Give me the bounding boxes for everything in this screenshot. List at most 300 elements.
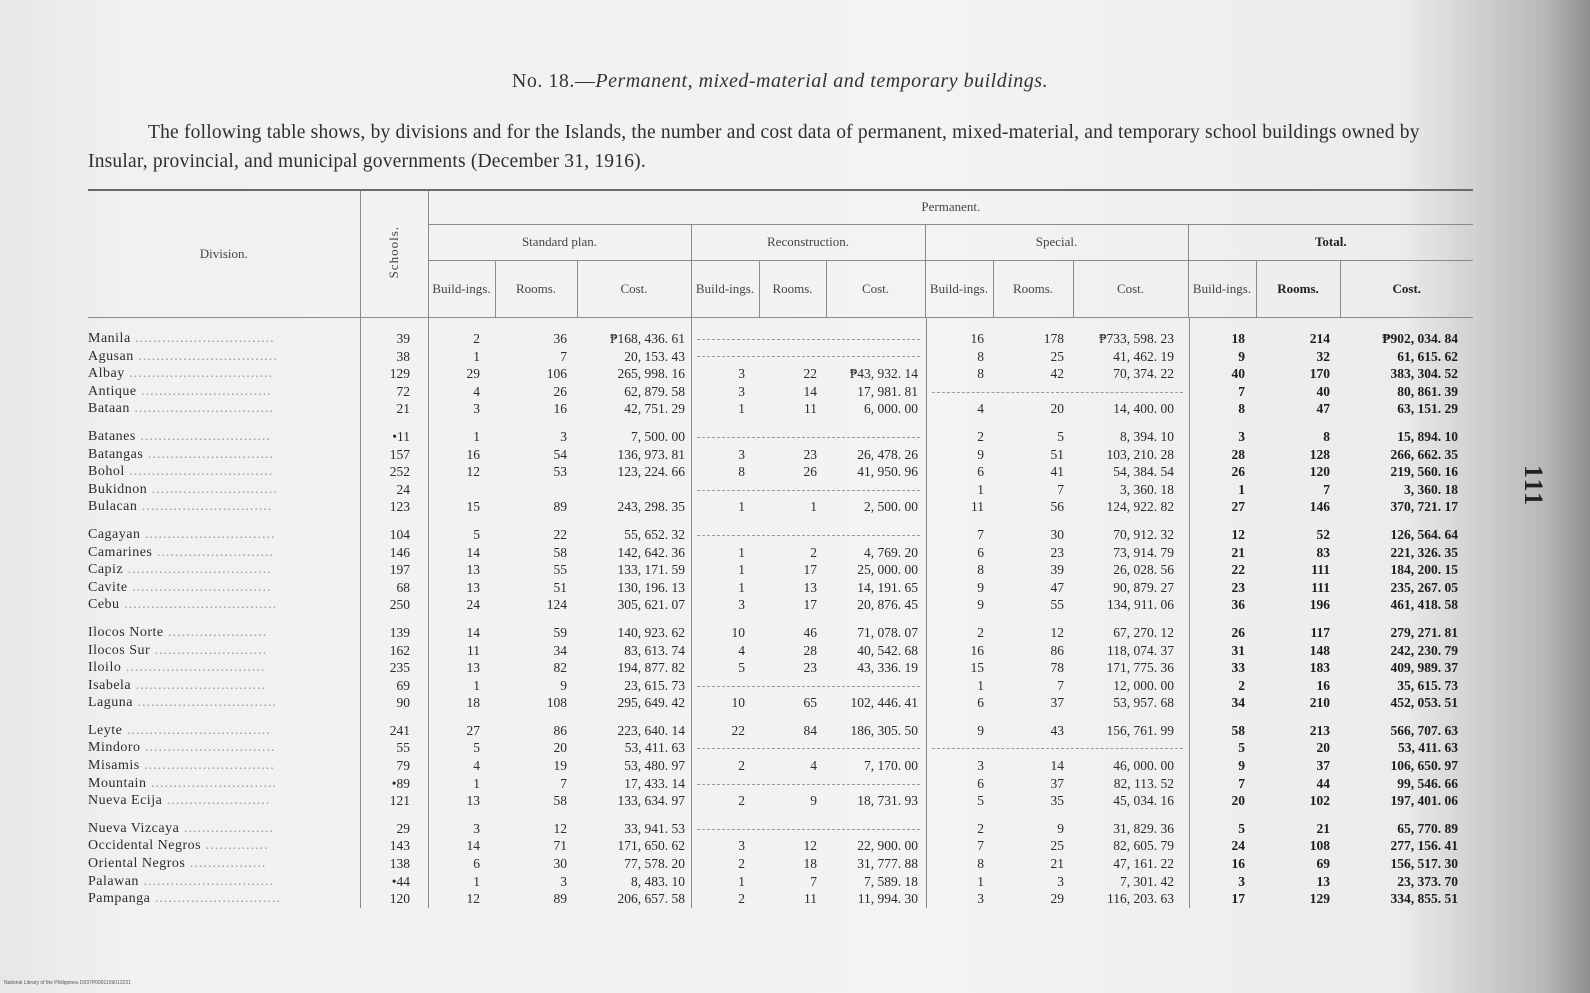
t-buildings-cell: 3	[1238, 873, 1245, 889]
t-cost-cell: 63, 151. 29	[1397, 401, 1458, 417]
schools-cell: 21	[396, 401, 410, 417]
t-buildings-cell: 1	[1238, 481, 1245, 497]
t-rooms-cell: 213	[1309, 722, 1330, 738]
group-spacer	[577, 516, 685, 526]
division-cell	[88, 526, 360, 544]
t-buildings-cell: 36	[1231, 597, 1245, 613]
sc-rooms-column	[994, 330, 1064, 908]
t-rooms-cell: 44	[1316, 775, 1330, 791]
sp-cost-cell: 7, 500. 00	[631, 428, 685, 444]
division-name: Misamis	[88, 758, 140, 774]
sc-buildings-cell: 1	[977, 481, 984, 497]
header-sc-cost: Cost.	[1073, 260, 1188, 317]
group-spacer	[994, 810, 1064, 820]
division-cell	[88, 463, 360, 481]
t-cost-cell: 3, 360. 18	[1404, 481, 1458, 497]
sc-rooms-cell: 37	[1050, 775, 1064, 791]
division-cell	[88, 498, 360, 516]
t-rooms-cell: 32	[1316, 348, 1330, 364]
schools-column	[360, 330, 410, 908]
t-buildings-column	[1189, 330, 1245, 908]
group-spacer	[759, 810, 817, 820]
sc-buildings-cell: 16	[970, 331, 984, 346]
division-cell	[88, 596, 360, 614]
sc-buildings-cell: 2	[977, 428, 984, 444]
t-rooms-cell: 148	[1309, 642, 1330, 658]
sp-rooms-cell: 53	[553, 464, 567, 480]
t-buildings-cell: 20	[1231, 793, 1245, 809]
rc-rooms-cell: 18	[803, 856, 817, 872]
division-name: Bataan	[88, 401, 130, 417]
schools-cell: 55	[396, 740, 410, 756]
rc-rooms-cell: 23	[803, 446, 817, 462]
sc-buildings-cell: 6	[977, 544, 984, 560]
rc-buildings-cell: 1	[738, 579, 745, 595]
rc-rooms-cell: 7	[810, 873, 817, 889]
schools-cell: 123	[389, 499, 410, 515]
rc-rooms-cell: 46	[803, 624, 817, 640]
sc-buildings-cell: 2	[977, 820, 984, 836]
sc-cost-cell: 171, 775. 36	[1106, 660, 1174, 676]
rc-cost-cell: 14, 191. 65	[857, 579, 918, 595]
schools-cell: 29	[396, 820, 410, 836]
sp-rooms-cell: 36	[553, 331, 567, 346]
division-cell	[88, 873, 360, 891]
rc-buildings-cell: 22	[731, 722, 745, 738]
group-spacer	[1074, 810, 1174, 820]
sp-rooms-cell: 9	[560, 677, 567, 693]
division-cell	[88, 481, 360, 499]
group-spacer	[1258, 516, 1330, 526]
group-spacer	[826, 712, 918, 722]
sp-rooms-column	[495, 330, 567, 908]
leader-dots: ............................	[146, 775, 277, 791]
rc-buildings-cell: 2	[738, 856, 745, 872]
empty-cell-rule	[932, 748, 1183, 750]
rc-rooms-cell: 23	[803, 660, 817, 676]
rc-cost-cell: 4, 769. 20	[864, 544, 918, 560]
sp-rooms-cell: 89	[553, 891, 567, 907]
group-spacer	[88, 418, 360, 428]
rc-buildings-cell: 2	[738, 758, 745, 774]
sc-buildings-cell: 8	[977, 348, 984, 364]
sc-cost-cell: ₱733, 598. 23	[1098, 331, 1174, 346]
sc-buildings-column	[926, 330, 984, 908]
t-rooms-cell: 21	[1316, 820, 1330, 836]
sc-rooms-cell: 41	[1050, 464, 1064, 480]
leader-dots: ......................	[163, 624, 268, 640]
sc-buildings-cell: 3	[977, 891, 984, 907]
empty-cell-rule	[932, 392, 1183, 394]
group-spacer	[759, 712, 817, 722]
rc-rooms-cell: 65	[803, 695, 817, 711]
sc-cost-cell: 124, 922. 82	[1106, 499, 1174, 515]
sc-cost-cell: 7, 301. 42	[1120, 873, 1174, 889]
division-cell	[88, 694, 360, 712]
group-spacer	[88, 712, 360, 722]
rc-cost-cell: 71, 078. 07	[857, 624, 918, 640]
sc-buildings-cell: 7	[977, 526, 984, 542]
division-name: Batangas	[88, 446, 144, 462]
sc-cost-cell: 45, 034. 16	[1113, 793, 1174, 809]
division-cell	[88, 544, 360, 562]
group-spacer	[1340, 418, 1458, 428]
sc-cost-cell: 82, 605. 79	[1113, 838, 1174, 854]
t-rooms-cell: 52	[1316, 526, 1330, 542]
sc-cost-cell: 82, 113. 52	[1113, 775, 1174, 791]
empty-cell-rule	[697, 339, 920, 341]
sp-rooms-cell: 30	[553, 856, 567, 872]
sp-cost-cell: 17, 433. 14	[624, 775, 685, 791]
rc-rooms-cell: 26	[803, 464, 817, 480]
sp-buildings-cell: 2	[473, 331, 480, 346]
rc-rooms-cell: 17	[803, 562, 817, 578]
group-spacer	[826, 810, 918, 820]
sp-buildings-cell: 12	[466, 891, 480, 907]
group-spacer	[88, 810, 360, 820]
sp-cost-cell: 42, 751. 29	[624, 401, 685, 417]
division-name: Capiz	[88, 562, 124, 578]
rc-rooms-cell: 84	[803, 722, 817, 738]
division-cell	[88, 739, 360, 757]
group-spacer	[1340, 810, 1458, 820]
leader-dots: ................................	[124, 366, 274, 382]
t-rooms-cell: 37	[1316, 758, 1330, 774]
t-cost-cell: 242, 230. 79	[1390, 642, 1458, 658]
sp-buildings-cell: 27	[466, 722, 480, 738]
header-rc-rooms: Rooms.	[759, 260, 826, 317]
t-cost-cell: 452, 053. 51	[1390, 695, 1458, 711]
group-spacer	[926, 516, 984, 526]
sc-rooms-cell: 21	[1050, 856, 1064, 872]
empty-cell-rule	[697, 490, 920, 492]
division-name: Bukidnon	[88, 481, 148, 497]
sp-buildings-cell: 14	[466, 544, 480, 560]
sp-cost-cell: 206, 657. 58	[617, 891, 685, 907]
group-spacer	[1258, 712, 1330, 722]
division-cell	[88, 330, 360, 348]
rc-cost-cell: 20, 876. 45	[857, 597, 918, 613]
header-sp-buildings: Build-ings.	[428, 260, 495, 317]
sp-buildings-cell: 13	[466, 660, 480, 676]
sp-buildings-cell: 5	[473, 526, 480, 542]
group-spacer	[994, 614, 1064, 624]
scan-footer: National Library of the Philippines D037P0001159013231	[4, 980, 131, 986]
page-number: 111	[1519, 465, 1548, 508]
schools-cell: 68	[396, 579, 410, 595]
group-spacer	[994, 516, 1064, 526]
schools-cell: 24	[396, 481, 410, 497]
header-rc-buildings: Build-ings.	[691, 260, 759, 317]
sp-cost-cell: 53, 411. 63	[624, 740, 685, 756]
empty-cell-rule	[697, 356, 920, 358]
header-division: Division.	[88, 191, 360, 317]
leader-dots: ...............................	[129, 401, 274, 417]
leader-dots: .............................	[137, 499, 273, 515]
t-rooms-cell: 210	[1309, 695, 1330, 711]
sp-rooms-cell: 86	[553, 722, 567, 738]
empty-cell-rule	[697, 686, 920, 688]
sp-cost-cell: 83, 613. 74	[624, 642, 685, 658]
group-spacer	[1074, 418, 1174, 428]
leader-dots: ................................	[122, 722, 271, 738]
rc-rooms-cell: 2	[810, 544, 817, 560]
intro-paragraph	[88, 118, 1468, 176]
sc-cost-cell: 47, 161. 22	[1113, 856, 1174, 872]
group-spacer	[1340, 516, 1458, 526]
t-cost-cell: 184, 200. 15	[1390, 562, 1458, 578]
division-name: Manila	[88, 331, 131, 346]
sc-cost-cell: 103, 210. 28	[1106, 446, 1174, 462]
sc-rooms-cell: 178	[1043, 331, 1064, 346]
group-spacer	[428, 516, 480, 526]
sp-buildings-cell: 5	[473, 740, 480, 756]
sp-rooms-cell: 19	[553, 758, 567, 774]
t-cost-cell: 383, 304. 52	[1390, 366, 1458, 382]
division-name: Antique	[88, 383, 137, 399]
sc-cost-cell: 156, 761. 99	[1106, 722, 1174, 738]
group-spacer	[926, 614, 984, 624]
group-spacer	[1074, 712, 1174, 722]
t-cost-cell: 65, 770. 89	[1397, 820, 1458, 836]
t-buildings-cell: 28	[1231, 446, 1245, 462]
rc-cost-cell: 25, 000. 00	[857, 562, 918, 578]
t-buildings-cell: 26	[1231, 464, 1245, 480]
sp-buildings-cell: 3	[473, 820, 480, 836]
division-name: Cavite	[88, 579, 128, 595]
sc-cost-column	[1074, 330, 1174, 908]
t-buildings-cell: 34	[1231, 695, 1245, 711]
rc-rooms-cell: 11	[804, 401, 817, 417]
sp-cost-cell: 243, 298. 35	[617, 499, 685, 515]
leader-dots: .............................	[136, 383, 272, 399]
rc-cost-cell: 6, 000. 00	[864, 401, 918, 417]
division-cell	[88, 890, 360, 908]
group-spacer	[1189, 418, 1245, 428]
empty-cell-rule	[697, 748, 920, 750]
division-cell	[88, 624, 360, 642]
group-spacer	[428, 418, 480, 428]
group-spacer	[88, 516, 360, 526]
group-spacer	[428, 810, 480, 820]
rc-buildings-cell: 10	[731, 624, 745, 640]
sc-rooms-cell: 20	[1050, 401, 1064, 417]
t-rooms-cell: 146	[1309, 499, 1330, 515]
sp-rooms-cell: 124	[546, 597, 567, 613]
header-schools-label: Schools.	[386, 225, 401, 278]
division-name: Bohol	[88, 464, 125, 480]
rc-buildings-cell: 1	[738, 499, 745, 515]
leader-dots: ............................	[143, 446, 274, 462]
group-spacer	[495, 614, 567, 624]
t-cost-cell: 266, 662. 35	[1390, 446, 1458, 462]
leader-dots: .......................	[162, 793, 271, 809]
rc-cost-cell: 41, 950. 96	[857, 464, 918, 480]
t-cost-cell: 53, 411. 63	[1397, 740, 1458, 756]
rc-buildings-cell: 3	[738, 838, 745, 854]
division-name: Camarines	[88, 544, 153, 560]
sp-rooms-cell: 108	[546, 695, 567, 711]
sc-buildings-cell: 4	[977, 401, 984, 417]
rc-buildings-cell: 3	[738, 597, 745, 613]
group-spacer	[826, 418, 918, 428]
leader-dots: .............................	[139, 758, 275, 774]
rc-cost-cell: 18, 731. 93	[857, 793, 918, 809]
t-cost-cell: ₱902, 034. 84	[1382, 331, 1458, 346]
sc-cost-cell: 46, 000. 00	[1113, 758, 1174, 774]
sp-buildings-cell: 4	[473, 383, 480, 399]
leader-dots: ..................................	[119, 597, 278, 613]
rc-cost-cell: 7, 170. 00	[864, 758, 918, 774]
schools-cell: 241	[389, 722, 410, 738]
sc-rooms-cell: 42	[1050, 366, 1064, 382]
division-name: Isabela	[88, 677, 132, 693]
leader-dots: .........................	[150, 642, 268, 658]
sc-cost-cell: 73, 914. 79	[1113, 544, 1174, 560]
division-name: Cebu	[88, 597, 120, 613]
sp-cost-cell: 194, 877. 82	[617, 660, 685, 676]
sc-cost-cell: 8, 394. 10	[1120, 428, 1174, 444]
group-spacer	[826, 614, 918, 624]
division-name: Bulacan	[88, 499, 138, 515]
sc-rooms-cell: 25	[1050, 348, 1064, 364]
sc-rooms-cell: 14	[1050, 758, 1064, 774]
sp-buildings-cell: 1	[473, 677, 480, 693]
empty-cell-rule	[697, 829, 920, 831]
sc-rooms-cell: 35	[1050, 793, 1064, 809]
sp-rooms-cell: 59	[553, 624, 567, 640]
sc-rooms-cell: 23	[1050, 544, 1064, 560]
schools-cell: 79	[396, 758, 410, 774]
sc-cost-cell: 70, 374. 22	[1113, 366, 1174, 382]
sp-buildings-cell: 1	[473, 348, 480, 364]
division-cell	[88, 642, 360, 660]
rc-buildings-cell: 1	[738, 562, 745, 578]
division-name: Mindoro	[88, 740, 141, 756]
t-cost-cell: 221, 326. 35	[1390, 544, 1458, 560]
division-cell	[88, 428, 360, 446]
group-spacer	[1189, 810, 1245, 820]
header-standard-plan: Standard plan.	[428, 224, 691, 260]
sp-buildings-cell: 3	[473, 401, 480, 417]
division-name: Nueva Ecija	[88, 793, 163, 809]
t-rooms-cell: 129	[1309, 891, 1330, 907]
sp-buildings-cell: 29	[466, 366, 480, 382]
sp-cost-cell: 23, 615. 73	[624, 677, 685, 693]
division-name: Laguna	[88, 695, 133, 711]
division-name: Mountain	[88, 775, 147, 791]
sc-rooms-cell: 56	[1050, 499, 1064, 515]
group-spacer	[1074, 516, 1174, 526]
sp-buildings-cell: 16	[466, 446, 480, 462]
leader-dots: .............................	[135, 428, 271, 444]
rc-buildings-cell: 3	[738, 446, 745, 462]
division-cell	[88, 365, 360, 383]
sp-buildings-cell: 24	[466, 597, 480, 613]
rc-cost-cell: 31, 777. 88	[857, 856, 918, 872]
t-rooms-cell: 13	[1316, 873, 1330, 889]
sp-rooms-cell: 58	[553, 544, 567, 560]
schools-cell: 252	[389, 464, 410, 480]
header-t-buildings: Build-ings.	[1188, 260, 1256, 317]
leader-dots: ...............................	[130, 331, 275, 346]
rc-cost-cell: 26, 478. 26	[857, 446, 918, 462]
sp-rooms-cell: 54	[553, 446, 567, 462]
group-spacer	[360, 712, 410, 722]
rc-rooms-cell: 22	[803, 366, 817, 382]
t-cost-cell: 461, 418. 58	[1390, 597, 1458, 613]
t-rooms-cell: 214	[1309, 331, 1330, 346]
leader-dots: ..........................	[152, 544, 274, 560]
schools-cell: 72	[396, 383, 410, 399]
sp-cost-cell: 133, 634. 97	[617, 793, 685, 809]
sc-rooms-cell: 43	[1050, 722, 1064, 738]
t-buildings-cell: 12	[1231, 526, 1245, 542]
group-spacer	[826, 516, 918, 526]
sp-buildings-cell: 4	[473, 758, 480, 774]
header-sp-cost: Cost.	[577, 260, 691, 317]
sc-cost-cell: 134, 911. 06	[1107, 597, 1174, 613]
sp-cost-cell: 295, 649. 42	[617, 695, 685, 711]
group-spacer	[1340, 614, 1458, 624]
leader-dots: ............................	[150, 891, 281, 907]
schools-cell: 197	[389, 562, 410, 578]
header-sc-buildings: Build-ings.	[925, 260, 993, 317]
t-rooms-cell: 69	[1316, 856, 1330, 872]
t-buildings-cell: 9	[1238, 348, 1245, 364]
sc-cost-cell: 12, 000. 00	[1113, 677, 1174, 693]
t-rooms-cell: 111	[1311, 579, 1330, 595]
sp-buildings-cell: 12	[466, 464, 480, 480]
table-title: No. 18.—Permanent, mixed-material and temporary buildings.	[511, 70, 1049, 92]
sp-rooms-cell: 7	[560, 348, 567, 364]
sp-buildings-cell: 13	[466, 562, 480, 578]
leader-dots: .............................	[138, 873, 274, 889]
sc-cost-cell: 90, 879. 27	[1113, 579, 1174, 595]
leader-dots: ................................	[123, 562, 272, 578]
sc-rooms-cell: 55	[1050, 597, 1064, 613]
t-rooms-cell: 183	[1309, 660, 1330, 676]
header-schools	[360, 191, 428, 317]
t-rooms-cell: 170	[1309, 366, 1330, 382]
empty-cell-rule	[697, 535, 920, 537]
sp-cost-cell: 20, 153. 43	[624, 348, 685, 364]
t-rooms-cell: 102	[1309, 793, 1330, 809]
sp-rooms-cell: 51	[553, 579, 567, 595]
rc-buildings-cell: 10	[731, 695, 745, 711]
t-cost-cell: 35, 615. 73	[1397, 677, 1458, 693]
sp-rooms-cell: 34	[553, 642, 567, 658]
intro-text: The following table shows, by divisions and for the Islands, the number and cost data of permanent, mixed-material, and temporary school buildings owned by Insular, provincial, and municipal governments (December 31, 1916).	[88, 122, 1420, 172]
group-spacer	[994, 418, 1064, 428]
group-spacer	[926, 712, 984, 722]
t-cost-cell: 80, 861. 39	[1397, 383, 1458, 399]
group-spacer	[691, 516, 745, 526]
sp-rooms-cell: 7	[560, 775, 567, 791]
t-buildings-cell: 16	[1231, 856, 1245, 872]
division-name: Oriental Negros	[88, 856, 186, 872]
leader-dots: ...............................	[133, 348, 278, 364]
schools-cell: 162	[389, 642, 410, 658]
t-rooms-cell: 47	[1316, 401, 1330, 417]
header-sc-rooms: Rooms.	[993, 260, 1073, 317]
sp-cost-cell: 140, 923. 62	[617, 624, 685, 640]
sc-buildings-cell: 5	[977, 793, 984, 809]
t-cost-column	[1340, 330, 1458, 908]
t-cost-cell: 156, 517. 30	[1390, 856, 1458, 872]
t-buildings-cell: 9	[1238, 758, 1245, 774]
sp-cost-cell: 171, 650. 62	[617, 838, 685, 854]
